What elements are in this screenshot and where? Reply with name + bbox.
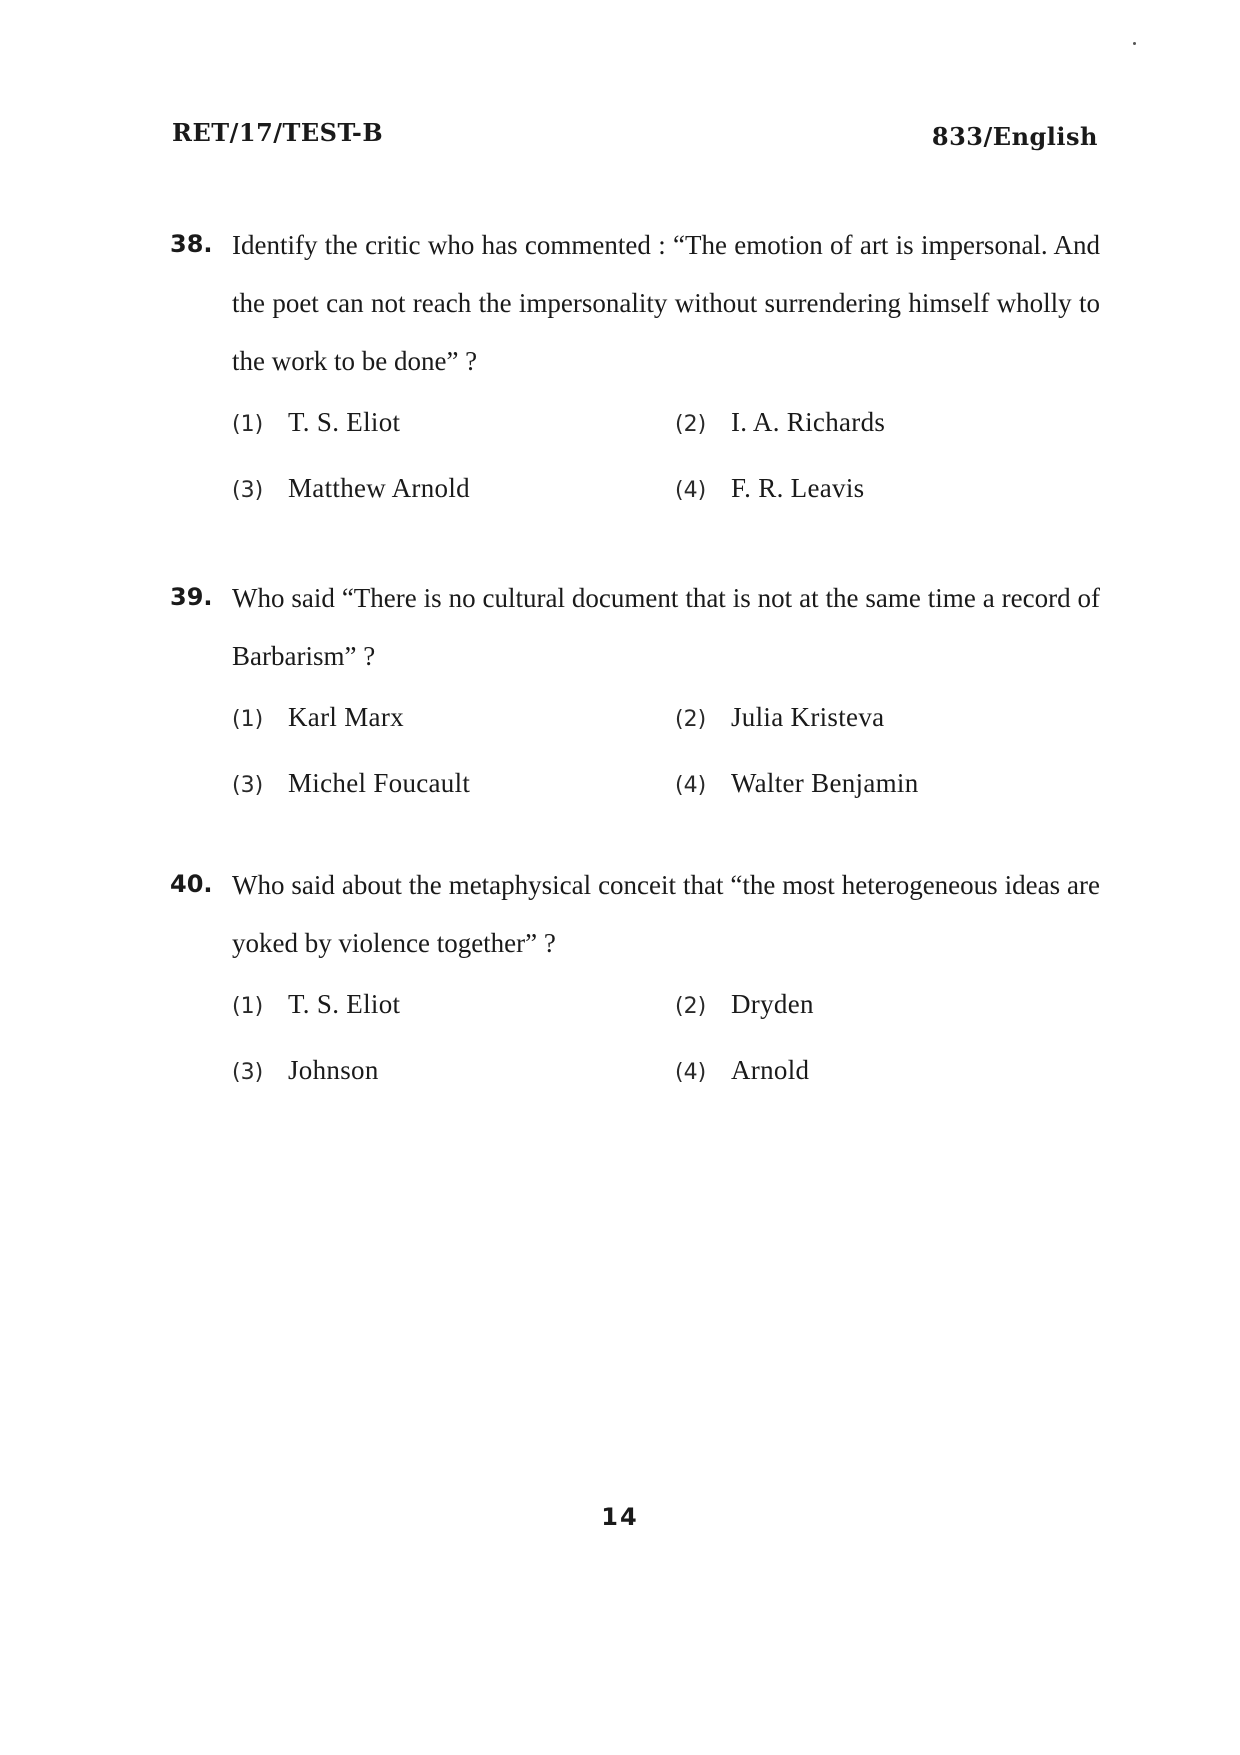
option-label: Michel Foucault [288, 768, 471, 798]
option-label: Walter Benjamin [731, 768, 919, 798]
option-number: (3) [232, 773, 264, 798]
subject-code: 833/English [931, 122, 1098, 151]
option-number: (4) [675, 478, 707, 503]
question-40 [170, 870, 1100, 1092]
option-label: Arnold [731, 1055, 810, 1085]
option-2 [675, 400, 1075, 444]
option-number: (1) [232, 707, 264, 732]
option-3 [232, 761, 675, 805]
option-label: T. S. Eliot [288, 407, 401, 437]
option-3 [232, 1048, 675, 1092]
option-label: Julia Kristeva [731, 702, 885, 732]
option-number: (4) [675, 1060, 707, 1085]
option-4 [675, 466, 1075, 510]
question-39 [170, 583, 1100, 805]
option-label: Dryden [731, 989, 814, 1019]
question-text: Identify the critic who has commented : “The emotion of art is impersonal. And the poet can not reach the impersonality without surrendering himself wholly to the work to be done” ? [232, 230, 1100, 376]
option-label: F. R. Leavis [731, 473, 865, 503]
option-number: (3) [232, 1060, 264, 1085]
question-number: 39. [170, 583, 213, 611]
option-2 [675, 982, 1075, 1026]
option-label: Matthew Arnold [288, 473, 470, 503]
option-number: (2) [675, 412, 707, 437]
option-number: (2) [675, 994, 707, 1019]
option-number: (4) [675, 773, 707, 798]
option-1 [232, 982, 675, 1026]
option-number: (2) [675, 707, 707, 732]
question-number: 38. [170, 230, 213, 258]
page-number: 14 [601, 1503, 639, 1531]
option-number: (1) [232, 412, 264, 437]
option-2 [675, 695, 1075, 739]
option-number: (1) [232, 994, 264, 1019]
option-1 [232, 400, 675, 444]
option-label: Johnson [288, 1055, 379, 1085]
option-label: T. S. Eliot [288, 989, 401, 1019]
answer-options [232, 400, 1100, 510]
question-38 [170, 230, 1100, 510]
answer-options [232, 695, 1100, 805]
question-number: 40. [170, 870, 213, 898]
option-label: I. A. Richards [731, 407, 886, 437]
option-label: Karl Marx [288, 702, 404, 732]
option-number: (3) [232, 478, 264, 503]
scan-speck [1133, 42, 1136, 45]
option-4 [675, 1048, 1075, 1092]
question-text: Who said about the metaphysical conceit that “the most heterogeneous ideas are yoked by violence together” ? [232, 870, 1100, 958]
answer-options [232, 982, 1100, 1092]
question-text: Who said “There is no cultural document that is not at the same time a record of Barbarism” ? [232, 583, 1100, 671]
option-1 [232, 695, 675, 739]
option-4 [675, 761, 1075, 805]
test-code: RET/17/TEST-B [172, 118, 384, 147]
option-3 [232, 466, 675, 510]
